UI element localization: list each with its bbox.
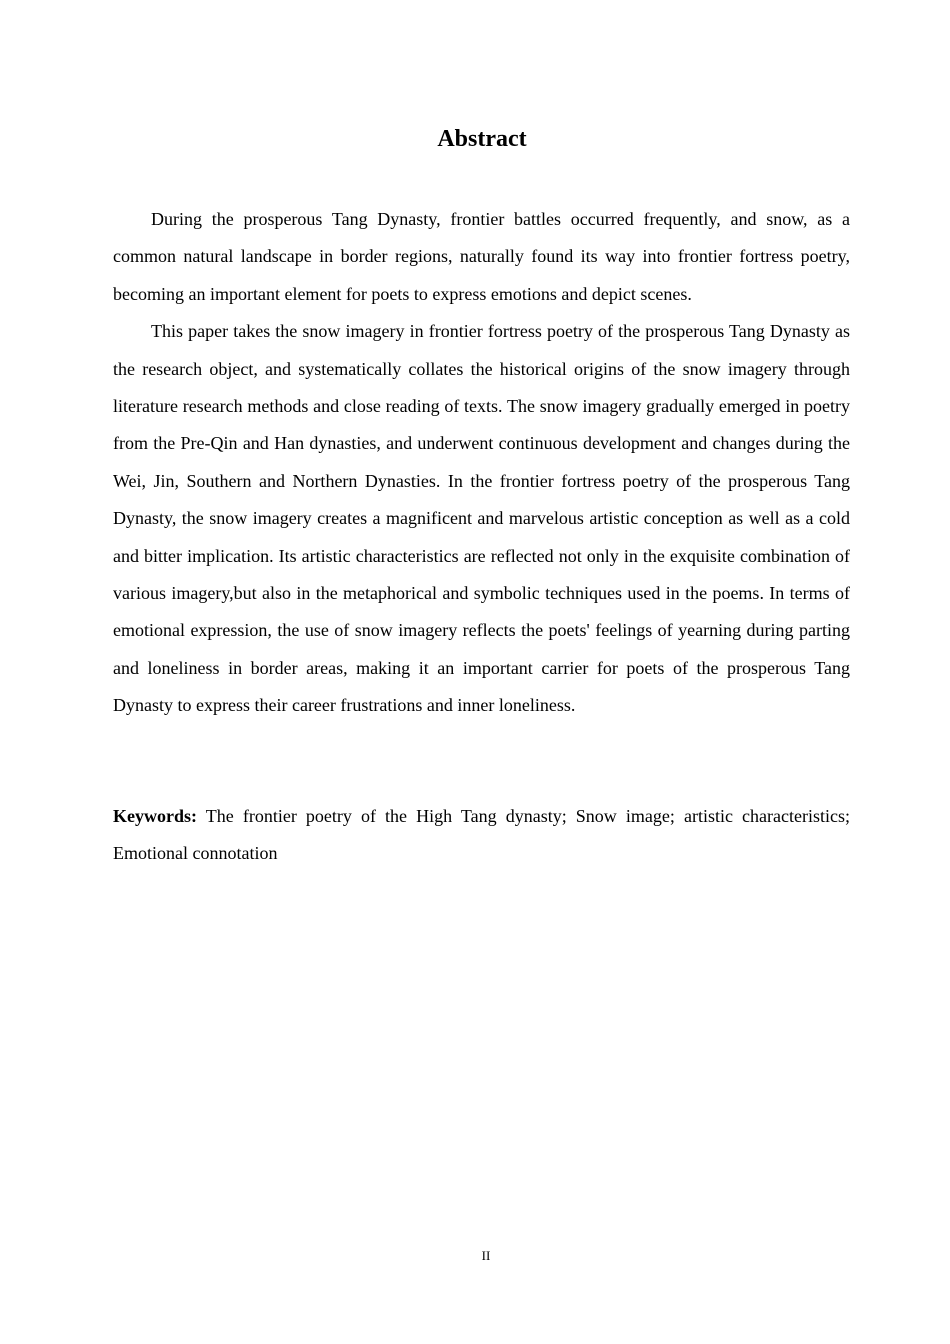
keywords-line (113, 798, 850, 873)
abstract-paragraph-1: During the prosperous Tang Dynasty, frontier battles occurred frequently, and snow, as a common natural landscape in border regions, naturally found its way into frontier fortress poetry, becoming an important element for poets to express emotions and depict scenes. (113, 209, 850, 304)
page-number: II (481, 1248, 491, 1263)
keywords-label: Keywords: (113, 806, 197, 826)
abstract-body (113, 201, 850, 725)
abstract-paragraph-2: This paper takes the snow imagery in frontier fortress poetry of the prosperous Tang Dynasty as the research object, and systematically collates the historical origins of the snow imagery through literature research methods and close reading of texts. The snow imagery gradually emerged in poetry from the Pre-Qin and Han dynasties, and underwent continuous development and changes during the Wei, Jin, Southern and Northern Dynasties. In the frontier fortress poetry of the prosperous Tang Dynasty, the snow imagery creates a magnificent and marvelous artistic conception as well as a cold and bitter implication. Its artistic characteristics are reflected not only in the exquisite combination of various imagery,but also in the metaphorical and symbolic techniques used in the poems. In terms of emotional expression, the use of snow imagery reflects the poets' feelings of yearning during parting and loneliness in border areas, making it an important carrier for poets of the prosperous Tang Dynasty to express their career frustrations and inner loneliness. (113, 321, 850, 716)
abstract-title: Abstract (437, 126, 527, 152)
keywords-text: The frontier poetry of the High Tang dynasty; Snow image; artistic characteristics; Emotional connotation (113, 806, 850, 864)
